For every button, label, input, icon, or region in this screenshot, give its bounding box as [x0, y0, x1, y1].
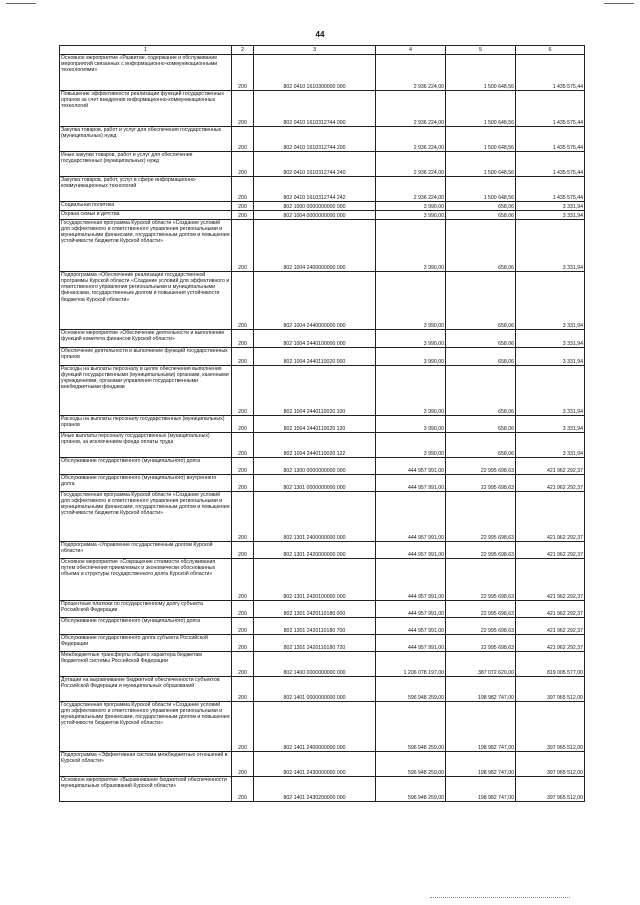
row-value-col6-cell: 1 435 575,44: [516, 177, 585, 202]
row-value-col6-cell: 421 962 292,37: [516, 618, 585, 635]
row-name-cell: Обслуживание государственного долга субъекта Российской Федерации: [60, 635, 232, 652]
row-value-col4-cell: 444 957 991,00: [376, 618, 446, 635]
row-admin-cell: 200: [232, 492, 254, 542]
row-value-col6-cell: 819 005 577,00: [516, 652, 585, 677]
row-value-col5-cell: 658,06: [446, 433, 516, 458]
row-value-col5-cell: 22 995 698,63: [446, 559, 516, 601]
row-value-col6-cell: 3 331,94: [516, 211, 585, 220]
header-col-4: 4: [376, 46, 446, 55]
row-value-col5-cell: 658,06: [446, 220, 516, 272]
row-value-col4-cell: 3 990,00: [376, 202, 446, 211]
row-value-col5-cell: 1 500 648,56: [446, 127, 516, 152]
row-code-cell: 802 0410 1610300000 000: [254, 55, 376, 91]
row-code-cell: 802 1004 2440110020 122: [254, 433, 376, 458]
table-row: [60, 433, 585, 458]
row-name-cell: Охрана семьи и детства: [60, 211, 232, 220]
table-row: [60, 777, 585, 802]
row-name-cell: Иные закупки товаров, работ и услуг для обеспечения государственных (муниципальных) нужд: [60, 152, 232, 177]
row-value-col4-cell: 2 936 224,00: [376, 152, 446, 177]
row-value-col5-cell: 1 500 648,56: [446, 152, 516, 177]
row-name-cell: Государственная программа Курской области «Создание условий для эффективного и ответственного управления региональными и муниципальными финансами, государственным долгом и повышения устойчивости бюджетов Курской области»: [60, 702, 232, 752]
row-admin-cell: 200: [232, 211, 254, 220]
table-row: [60, 542, 585, 559]
row-value-col5-cell: 22 995 698,63: [446, 492, 516, 542]
row-admin-cell: 200: [232, 202, 254, 211]
row-name-cell: Закупка товаров, работ, услуг в сфере информационно-коммуникационных технологий: [60, 177, 232, 202]
row-code-cell: 802 1004 2440110020 120: [254, 416, 376, 433]
row-value-col6-cell: 421 962 292,37: [516, 475, 585, 492]
row-value-col6-cell: 3 331,94: [516, 366, 585, 416]
row-admin-cell: 200: [232, 416, 254, 433]
table-row: [60, 348, 585, 366]
row-admin-cell: 200: [232, 542, 254, 559]
row-code-cell: 802 1004 2400000000 000: [254, 220, 376, 272]
row-name-cell: Основное мероприятие «Обеспечение деятельности и выполнение функций комитета финансов Курской области»: [60, 330, 232, 348]
row-name-cell: Основное мероприятие «Развитие, содержание и обслуживание мероприятий связанных с информационно-коммуникационными технологиями»: [60, 55, 232, 91]
row-admin-cell: 200: [232, 752, 254, 777]
top-left-rule: [6, 3, 36, 4]
row-admin-cell: 200: [232, 91, 254, 127]
row-value-col6-cell: 421 962 292,37: [516, 601, 585, 618]
table-row: [60, 492, 585, 542]
table-row: [60, 127, 585, 152]
row-value-col6-cell: 1 435 575,44: [516, 152, 585, 177]
row-admin-cell: 200: [232, 635, 254, 652]
row-value-col4-cell: 596 948 259,00: [376, 777, 446, 802]
row-admin-cell: 200: [232, 177, 254, 202]
row-name-cell: Социальная политика: [60, 202, 232, 211]
row-code-cell: 802 1401 2430200000 000: [254, 777, 376, 802]
row-value-col5-cell: 198 982 747,00: [446, 677, 516, 702]
row-admin-cell: 200: [232, 433, 254, 458]
table-row: [60, 601, 585, 618]
row-value-col6-cell: 397 965 512,00: [516, 702, 585, 752]
row-value-col4-cell: 3 990,00: [376, 211, 446, 220]
table-row: [60, 559, 585, 601]
header-col-3: 3: [254, 46, 376, 55]
row-value-col4-cell: 444 957 991,00: [376, 492, 446, 542]
row-value-col4-cell: 444 957 991,00: [376, 458, 446, 475]
table-row: [60, 416, 585, 433]
row-name-cell: Обеспечение деятельности и выполнение функций государственных органов: [60, 348, 232, 366]
row-code-cell: 802 1301 2420100000 000: [254, 559, 376, 601]
row-value-col6-cell: 1 435 575,44: [516, 127, 585, 152]
row-value-col6-cell: 3 331,94: [516, 272, 585, 330]
row-code-cell: 802 1004 0000000000 000: [254, 211, 376, 220]
row-name-cell: Иные выплаты персоналу государственных (муниципальных) органов, за исключением фонда оплаты труда: [60, 433, 232, 458]
row-value-col6-cell: 421 962 292,37: [516, 542, 585, 559]
budget-table: [59, 45, 585, 802]
table-row: [60, 652, 585, 677]
row-value-col5-cell: 22 995 698,63: [446, 458, 516, 475]
row-value-col5-cell: 658,06: [446, 211, 516, 220]
row-value-col6-cell: 1 435 575,44: [516, 91, 585, 127]
row-code-cell: 802 1301 2420110180 000: [254, 601, 376, 618]
row-code-cell: 802 1004 2440100000 000: [254, 330, 376, 348]
table-row: [60, 202, 585, 211]
table-row: [60, 152, 585, 177]
table-row: [60, 366, 585, 416]
header-col-2: 2: [232, 46, 254, 55]
table-row: [60, 177, 585, 202]
row-value-col6-cell: 3 331,94: [516, 348, 585, 366]
row-admin-cell: 200: [232, 152, 254, 177]
row-code-cell: 802 1004 2440110020 100: [254, 366, 376, 416]
page-number: 44: [315, 30, 325, 39]
row-value-col4-cell: 444 957 991,00: [376, 601, 446, 618]
row-value-col6-cell: 3 331,94: [516, 416, 585, 433]
row-value-col6-cell: 421 962 292,37: [516, 458, 585, 475]
row-code-cell: 802 1004 2440110020 000: [254, 348, 376, 366]
header-row: [60, 46, 585, 55]
row-code-cell: 802 1400 0000000000 000: [254, 652, 376, 677]
row-name-cell: Основное мероприятие «Сокращение стоимости обслуживания путем обеспечения приемлемых и экономически обоснованных объема и структуры государственного долга Курской области»: [60, 559, 232, 601]
row-name-cell: Государственная программа Курской области «Создание условий для эффективного и ответственного управления региональными и муниципальными финансами, государственным долгом и повышения устойчивости бюджетов Курской области»: [60, 492, 232, 542]
row-value-col4-cell: 3 990,00: [376, 348, 446, 366]
row-value-col4-cell: 2 936 224,00: [376, 177, 446, 202]
row-value-col5-cell: 22 995 698,63: [446, 601, 516, 618]
row-name-cell: Повышение эффективности реализации функций государственных органов за счет внедрения информационно-коммуникационных технологий: [60, 91, 232, 127]
row-value-col4-cell: 3 990,00: [376, 416, 446, 433]
row-admin-cell: 200: [232, 127, 254, 152]
row-code-cell: 802 1401 2430000000 000: [254, 752, 376, 777]
row-value-col5-cell: 1 500 648,56: [446, 177, 516, 202]
row-admin-cell: 200: [232, 272, 254, 330]
table-row: [60, 458, 585, 475]
table-row: [60, 272, 585, 330]
table-row: [60, 677, 585, 702]
row-value-col4-cell: 3 990,00: [376, 272, 446, 330]
row-value-col4-cell: 444 957 991,00: [376, 559, 446, 601]
row-admin-cell: 200: [232, 458, 254, 475]
row-value-col4-cell: 2 936 224,00: [376, 55, 446, 91]
row-value-col4-cell: 3 990,00: [376, 433, 446, 458]
row-value-col5-cell: 387 072 620,00: [446, 652, 516, 677]
row-code-cell: 802 1301 2420000000 000: [254, 542, 376, 559]
row-name-cell: Основное мероприятие «Выравнивание бюджетной обеспеченности муниципальных образований Курской области»: [60, 777, 232, 802]
row-value-col5-cell: 22 995 698,63: [446, 618, 516, 635]
row-admin-cell: 200: [232, 601, 254, 618]
row-name-cell: Обслуживание государственного (муниципального) долга: [60, 458, 232, 475]
table-row: [60, 635, 585, 652]
row-value-col4-cell: 3 990,00: [376, 330, 446, 348]
row-name-cell: Межбюджетные трансферты общего характера бюджетам бюджетной системы Российской Федерации: [60, 652, 232, 677]
row-value-col4-cell: 2 936 224,00: [376, 127, 446, 152]
row-value-col5-cell: 198 982 747,00: [446, 752, 516, 777]
row-code-cell: 802 1004 2440000000 000: [254, 272, 376, 330]
row-value-col4-cell: 444 957 991,00: [376, 635, 446, 652]
header-col-6: 6: [516, 46, 585, 55]
table-row: [60, 91, 585, 127]
row-value-col5-cell: 658,06: [446, 366, 516, 416]
row-value-col4-cell: 596 948 259,00: [376, 752, 446, 777]
row-value-col4-cell: 596 948 259,00: [376, 702, 446, 752]
row-admin-cell: 200: [232, 652, 254, 677]
row-value-col5-cell: 22 995 698,63: [446, 542, 516, 559]
row-value-col6-cell: 3 331,94: [516, 220, 585, 272]
row-admin-cell: 200: [232, 618, 254, 635]
row-value-col4-cell: 1 206 078 197,00: [376, 652, 446, 677]
row-admin-cell: 200: [232, 330, 254, 348]
row-name-cell: Подпрограмма «Обеспечение реализации государственной программы Курской области «Создание условий для эффективного и ответственного управления региональными и муниципальными финансами, государственным долгом и повышения устойчивости бюджетов Курской области»: [60, 272, 232, 330]
table-row: [60, 211, 585, 220]
row-code-cell: 802 1301 0000000000 000: [254, 475, 376, 492]
table-row: [60, 55, 585, 91]
row-admin-cell: 200: [232, 559, 254, 601]
row-value-col4-cell: 2 936 224,00: [376, 91, 446, 127]
top-right-rule: [604, 3, 634, 4]
row-value-col5-cell: 22 995 698,63: [446, 635, 516, 652]
row-value-col6-cell: 421 962 292,37: [516, 635, 585, 652]
row-name-cell: Обслуживание государственного (муниципального) долга: [60, 618, 232, 635]
row-admin-cell: 200: [232, 777, 254, 802]
row-value-col6-cell: 421 962 292,37: [516, 492, 585, 542]
header-col-5: 5: [446, 46, 516, 55]
row-code-cell: 802 1401 0000000000 000: [254, 677, 376, 702]
row-value-col6-cell: 397 965 512,00: [516, 677, 585, 702]
table-row: [60, 220, 585, 272]
bottom-rule: [430, 897, 570, 898]
row-value-col6-cell: 3 331,94: [516, 433, 585, 458]
row-code-cell: 802 1301 2420110180 720: [254, 635, 376, 652]
row-value-col6-cell: 1 435 575,44: [516, 55, 585, 91]
row-value-col6-cell: 3 331,94: [516, 330, 585, 348]
table-row: [60, 752, 585, 777]
row-value-col5-cell: 658,06: [446, 272, 516, 330]
row-value-col5-cell: 658,06: [446, 348, 516, 366]
table-row: [60, 475, 585, 492]
row-code-cell: 802 1301 2400000000 000: [254, 492, 376, 542]
table-row: [60, 330, 585, 348]
row-value-col5-cell: 1 500 648,56: [446, 55, 516, 91]
row-name-cell: Подпрограмма «Управление государственным долгом Курской области»: [60, 542, 232, 559]
row-value-col5-cell: 198 982 747,00: [446, 777, 516, 802]
row-name-cell: Закупка товаров, работ и услуг для обеспечения государственных (муниципальных) нужд: [60, 127, 232, 152]
row-code-cell: 802 1301 2420110180 700: [254, 618, 376, 635]
row-value-col6-cell: 3 331,94: [516, 202, 585, 211]
row-value-col5-cell: 658,06: [446, 330, 516, 348]
row-value-col4-cell: 444 957 991,00: [376, 542, 446, 559]
row-value-col5-cell: 198 982 747,00: [446, 702, 516, 752]
row-value-col4-cell: 596 948 259,00: [376, 677, 446, 702]
row-value-col6-cell: 421 962 292,37: [516, 559, 585, 601]
row-value-col4-cell: 3 990,00: [376, 220, 446, 272]
row-name-cell: Расходы на выплаты персоналу в целях обеспечения выполнения функций государственными (муниципальными) органами, казенными учреждениями, органами управления государственными внебюджетными фондами: [60, 366, 232, 416]
row-name-cell: Государственная программа Курской области «Создание условий для эффективного и ответственного управления региональными и муниципальными финансами, государственным долгом и повышения устойчивости бюджетов Курской области»: [60, 220, 232, 272]
row-value-col5-cell: 658,06: [446, 202, 516, 211]
row-value-col6-cell: 397 965 512,00: [516, 752, 585, 777]
row-name-cell: Процентные платежи по государственному долгу субъекта Российской Федерации: [60, 601, 232, 618]
row-code-cell: 802 0410 1610312744 200: [254, 127, 376, 152]
row-value-col4-cell: 444 957 991,00: [376, 475, 446, 492]
row-name-cell: Обслуживание государственного (муниципального) внутреннего долга: [60, 475, 232, 492]
row-admin-cell: 200: [232, 220, 254, 272]
row-code-cell: 802 0410 1610312744 240: [254, 152, 376, 177]
row-value-col4-cell: 3 990,00: [376, 366, 446, 416]
header-col-1: 1: [60, 46, 232, 55]
row-admin-cell: 200: [232, 702, 254, 752]
row-admin-cell: 200: [232, 475, 254, 492]
row-code-cell: 802 1000 0000000000 000: [254, 202, 376, 211]
table-row: [60, 702, 585, 752]
row-value-col5-cell: 1 500 648,56: [446, 91, 516, 127]
row-value-col5-cell: 22 995 698,63: [446, 475, 516, 492]
row-code-cell: 802 0410 1610312744 242: [254, 177, 376, 202]
row-name-cell: Подпрограмма «Эффективная система межбюджетных отношений в Курской области»: [60, 752, 232, 777]
row-code-cell: 802 0410 1610312744 000: [254, 91, 376, 127]
table-row: [60, 618, 585, 635]
row-value-col6-cell: 397 965 512,00: [516, 777, 585, 802]
row-code-cell: 802 1300 0000000000 000: [254, 458, 376, 475]
row-code-cell: 802 1401 2400000000 000: [254, 702, 376, 752]
row-admin-cell: 200: [232, 55, 254, 91]
row-value-col5-cell: 658,06: [446, 416, 516, 433]
row-name-cell: Расходы на выплаты персоналу государственных (муниципальных) органов: [60, 416, 232, 433]
row-admin-cell: 200: [232, 677, 254, 702]
row-admin-cell: 200: [232, 348, 254, 366]
row-admin-cell: 200: [232, 366, 254, 416]
row-name-cell: Дотации на выравнивание бюджетной обеспеченности субъектов Российской Федерации и муниципальных образований: [60, 677, 232, 702]
